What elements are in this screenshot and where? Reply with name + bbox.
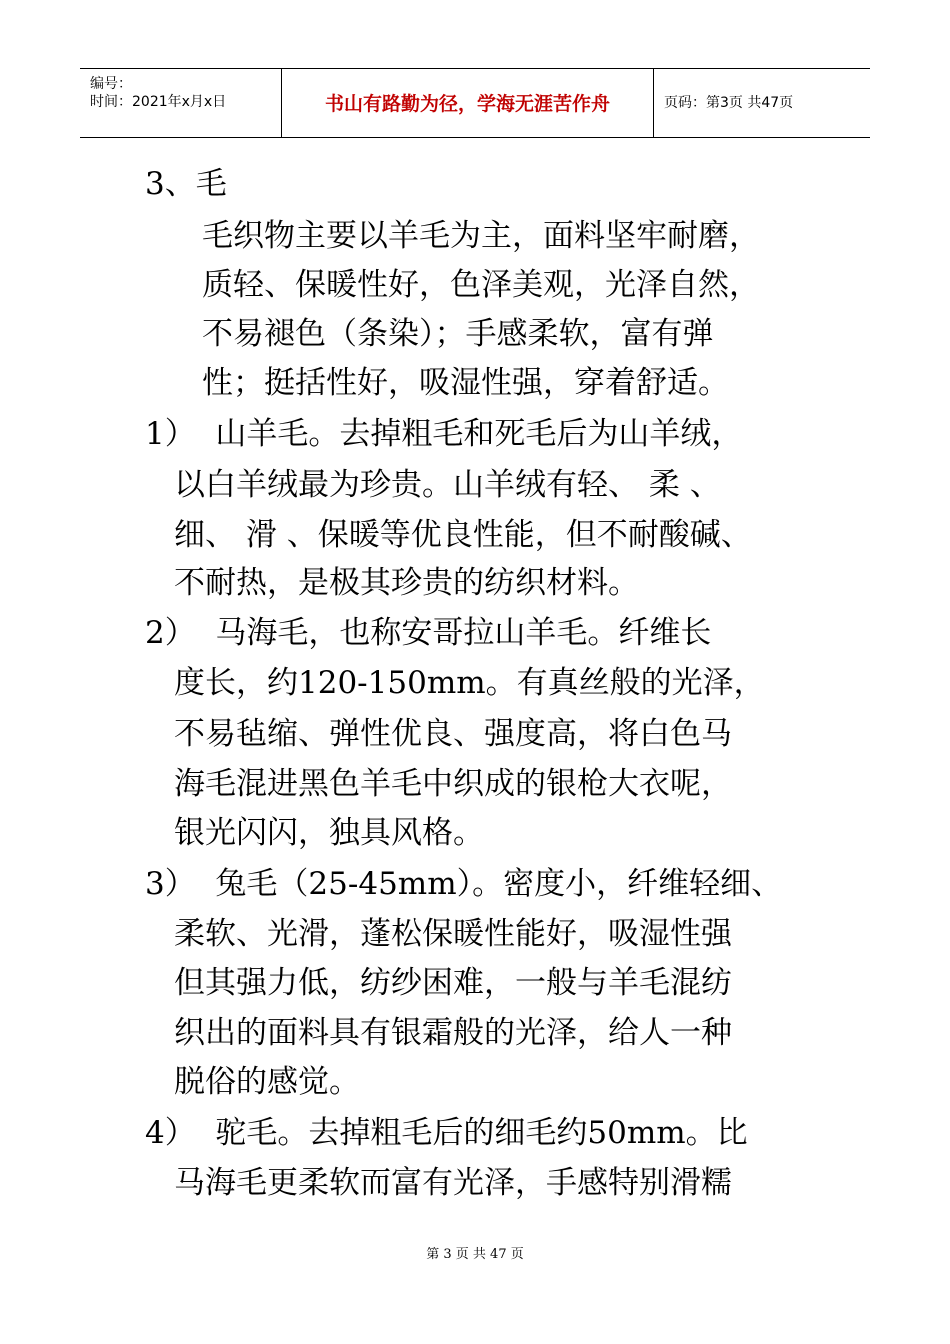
header-page-cell bbox=[654, 69, 870, 137]
header-meta-cell bbox=[80, 69, 282, 137]
document-number-label: 编号： bbox=[90, 76, 132, 92]
page-footer: 第 3 页 共 47 页 bbox=[426, 1247, 524, 1262]
paragraph-line: 不易毡缩、弹性优良、强度高，将白色马 bbox=[174, 716, 732, 752]
paragraph-line: 毛织物主要以羊毛为主，面料坚牢耐磨， bbox=[202, 218, 760, 254]
paragraph-line: 度长，约120-150mm。有真丝般的光泽， bbox=[174, 665, 765, 701]
header-motto-cell bbox=[282, 69, 654, 137]
paragraph-line: 不耐热，是极其珍贵的纺织材料。 bbox=[174, 565, 639, 601]
paragraph-line: 性；挺括性好，吸湿性强，穿着舒适。 bbox=[202, 365, 729, 401]
section-heading: 3、毛 bbox=[145, 166, 227, 202]
paragraph-line: 柔软、光滑，蓬松保暖性能好，吸湿性强 bbox=[174, 916, 732, 952]
paragraph-line: 织出的面料具有银霜般的光泽，给人一种 bbox=[174, 1015, 732, 1051]
paragraph-line: 脱俗的感觉。 bbox=[174, 1064, 360, 1100]
paragraph-line: 以白羊绒最为珍贵。山羊绒有轻、 柔 、 bbox=[174, 467, 721, 503]
paragraph-line: 细、 滑 、保暖等优良性能，但不耐酸碱、 bbox=[174, 517, 752, 553]
paragraph-line: 但其强力低，纺纱困难，一般与羊毛混纺 bbox=[174, 965, 732, 1001]
paragraph-line: 质轻、保暖性好，色泽美观，光泽自然， bbox=[202, 267, 760, 303]
list-item-line: 4） 驼毛。去掉粗毛后的细毛约50mm。比 bbox=[145, 1115, 748, 1151]
paragraph-line: 马海毛更柔软而富有光泽，手感特别滑糯 bbox=[174, 1165, 732, 1201]
paragraph-line: 海毛混进黑色羊毛中织成的银枪大衣呢， bbox=[174, 766, 732, 802]
header-page-label: 页码：第3页 共47页 bbox=[664, 95, 794, 111]
document-time-label: 时间：2021年x月x日 bbox=[90, 94, 227, 110]
list-item-line: 1） 山羊毛。去掉粗毛和死毛后为山羊绒， bbox=[145, 416, 743, 452]
paragraph-line: 不易褪色（条染）；手感柔软，富有弹 bbox=[202, 316, 714, 352]
list-item-line: 3） 兔毛（25-45mm）。密度小，纤维轻细、 bbox=[145, 866, 783, 902]
paragraph-line: 银光闪闪，独具风格。 bbox=[174, 815, 484, 851]
list-item-line: 2） 马海毛，也称安哥拉山羊毛。纤维长 bbox=[145, 615, 712, 651]
header-motto: 书山有路勤为径，学海无涯苦作舟 bbox=[324, 93, 610, 115]
page-header bbox=[80, 68, 870, 138]
